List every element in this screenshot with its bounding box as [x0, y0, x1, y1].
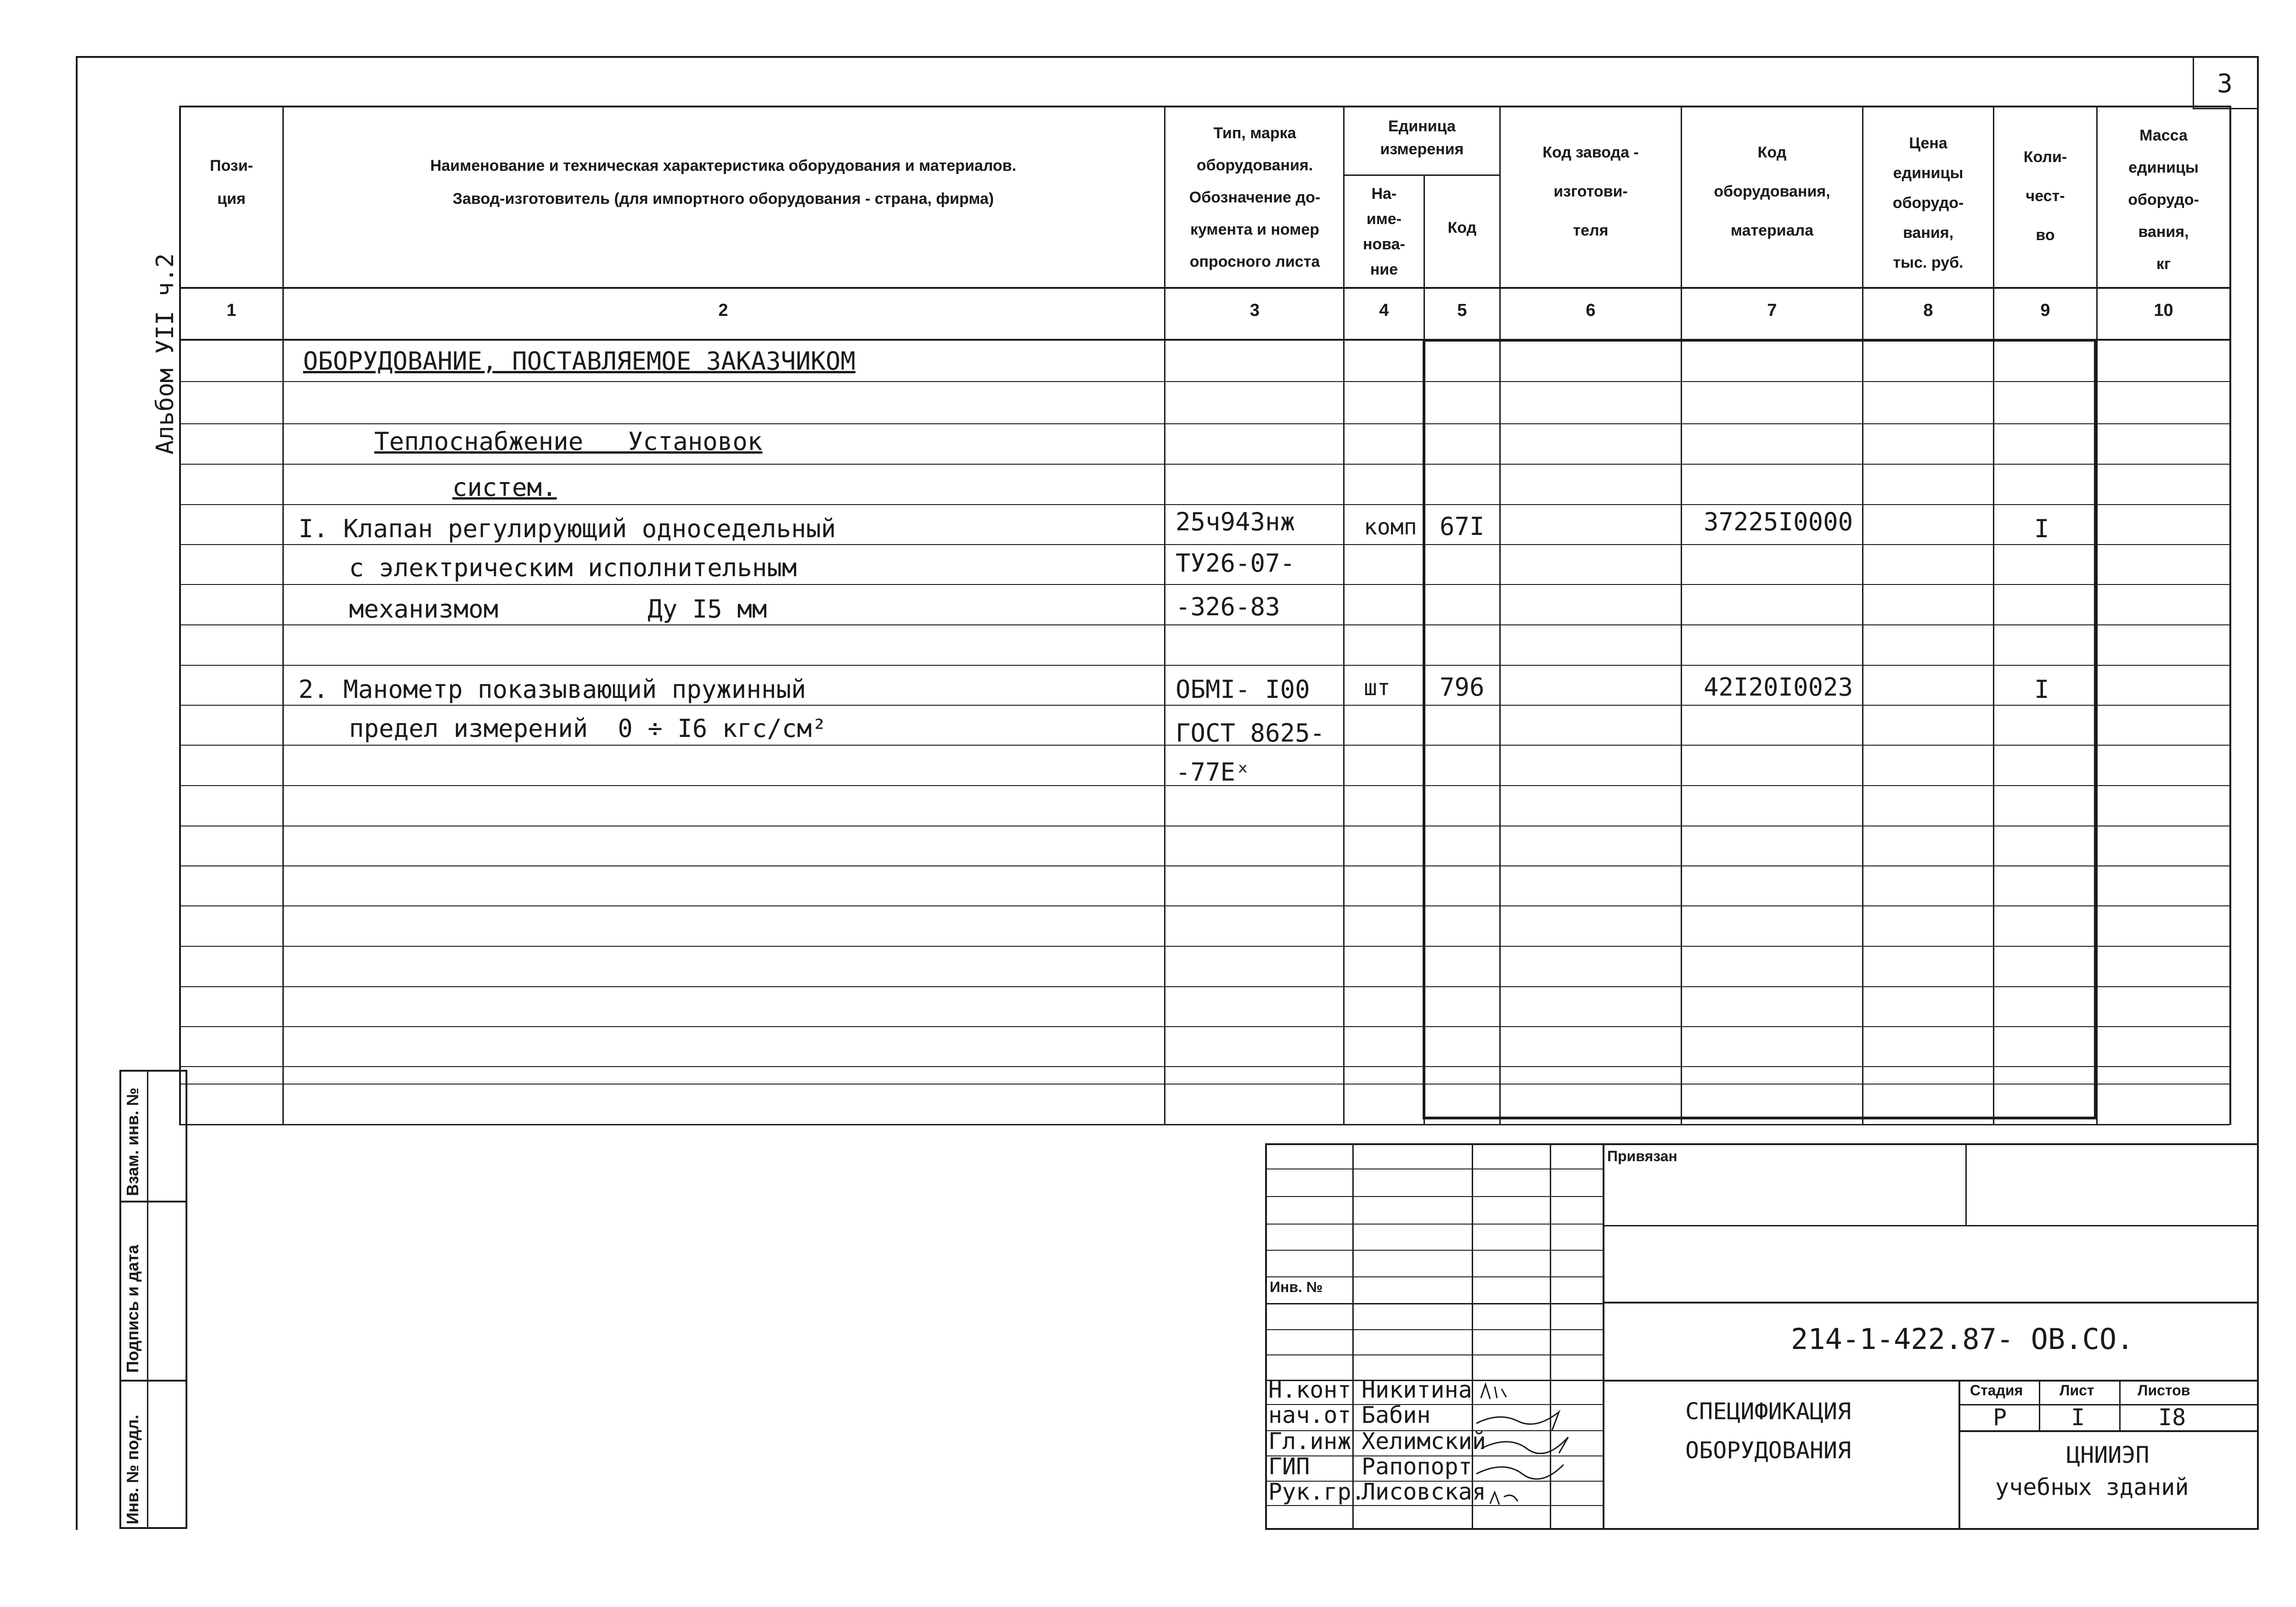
stamp-v1 [1352, 1143, 1354, 1529]
item-2-unit: шт [1364, 675, 1390, 701]
header-bottom [179, 287, 2229, 289]
item-1-unit-code: 67I [1440, 512, 1485, 541]
stamp-right-row [1603, 1302, 2257, 1304]
row-line [179, 624, 2229, 625]
row-line [179, 504, 2229, 505]
stamp-left [1265, 1143, 1267, 1529]
stamp-right-row [1603, 1380, 2257, 1382]
stamp-row [1265, 1250, 1603, 1251]
item-1-unit: комп [1364, 514, 1417, 540]
doc-title-2: ОБОРУДОВАНИЯ [1685, 1437, 1851, 1464]
header-name: Наименование и техническая характеристика оборудования и материалов. Завод-изготовитель (для импортного оборудования - страна, фирма) [430, 157, 1017, 208]
left-stamp-label: Подпись и дата [123, 1245, 142, 1373]
table-left [179, 106, 181, 1125]
row-line [179, 946, 2229, 947]
left-stamp-label: Инв. № подл. [123, 1415, 142, 1524]
stamp-stage-col [2039, 1380, 2040, 1431]
header-unit-code: Код [1447, 219, 1477, 236]
item-1-type-3: -326-83 [1176, 592, 1280, 621]
item-1-material-code: 37225I0000 [1704, 507, 1853, 536]
sign-role: Н.конт [1268, 1377, 1351, 1403]
item-1-type-1: 25ч943нж [1176, 507, 1295, 536]
stage-value: Р [1993, 1404, 2007, 1431]
row-line [179, 544, 2229, 545]
privyazan-label: Привязан [1607, 1148, 1677, 1164]
sheets-label: Листов [2138, 1382, 2190, 1399]
signature-mark [1490, 1492, 1518, 1505]
col-number: 6 [1586, 301, 1596, 320]
col-number: 3 [1249, 301, 1260, 320]
subsection-line1: Теплоснабжение Установок [374, 427, 763, 456]
item-1-line-1: I. Клапан регулирующий односедельный [298, 514, 836, 543]
stamp-row [1265, 1196, 1603, 1197]
table-top [179, 106, 2229, 107]
stamp-row [1265, 1276, 1603, 1277]
doc-title-1: СПЕЦИФИКАЦИЯ [1685, 1398, 1851, 1425]
stamp-row [1265, 1329, 1603, 1330]
org-line-2: учебных зданий [1995, 1474, 2189, 1500]
row-line [179, 905, 2229, 906]
table-right [2229, 106, 2231, 1125]
signature-mark [1476, 1412, 1559, 1430]
row-line [179, 986, 2229, 987]
left-stamp-row [119, 1201, 187, 1202]
header-quantity: Коли- чест- во [2023, 148, 2067, 244]
stamp-right-row [1603, 1225, 2257, 1226]
sheet-value: I [2071, 1404, 2085, 1431]
col-number: 8 [1923, 301, 1933, 320]
item-2-unit-code: 796 [1440, 673, 1485, 702]
col-number: 2 [718, 301, 728, 320]
stamp-privyazan-divider [1965, 1143, 1967, 1226]
item-2-material-code: 42I20I0023 [1704, 673, 1853, 702]
header-mass: Масса единицы оборудо- вания, кг [2128, 127, 2199, 273]
item-2-line-1: 2. Манометр показывающий пружинный [298, 675, 806, 704]
col-line-2 [1164, 106, 1165, 1125]
stamp-row [1265, 1303, 1603, 1304]
header-unit: Единица измерения [1380, 118, 1464, 158]
header-price: Цена единицы оборудо- вания, тыс. руб. [1892, 135, 1964, 271]
page-number: 3 [2217, 69, 2233, 99]
header-type: Тип, марка оборудования. Обозначение до- кумента и номер опросного листа [1189, 124, 1321, 270]
outer-right-border [2257, 56, 2259, 1530]
stage-label: Стадия [1970, 1382, 2023, 1399]
item-1-qty: I [2034, 514, 2049, 543]
sign-role: нач.от [1268, 1402, 1351, 1428]
stamp-row [1265, 1354, 1603, 1355]
inv-no-label: Инв. № [1270, 1279, 1323, 1295]
org-line-1: ЦНИИЭП [2066, 1442, 2150, 1468]
item-2-line-2: предел измерений 0 ÷ I6 кгс/см² [349, 714, 827, 743]
signature-mark [1481, 1384, 1506, 1399]
header-material-code: Код оборудования, материала [1714, 144, 1830, 239]
album-label: Альбом УII ч.2 [152, 253, 179, 455]
row-line [179, 665, 2229, 666]
sign-role: Гл.инж [1268, 1428, 1351, 1455]
row-line [179, 705, 2229, 706]
col-number: 1 [226, 301, 236, 320]
pagenum-box-bottom [2193, 108, 2257, 109]
doc-code: 214-1-422.87- ОВ.СО. [1791, 1322, 2134, 1356]
sheets-value: I8 [2158, 1404, 2186, 1431]
sign-name: Рапопорт [1362, 1453, 1472, 1480]
signature-mark [1476, 1465, 1564, 1479]
item-2-type-3: -77Eˣ [1176, 758, 1250, 787]
signature-mark [1481, 1437, 1568, 1454]
stamp-row [1265, 1224, 1603, 1225]
table-bottom [179, 1124, 2229, 1125]
sign-name: Бабин [1362, 1402, 1431, 1428]
col-number: 7 [1767, 301, 1777, 320]
header-position: Пози- ция [210, 157, 253, 208]
sign-name: Лисовская [1362, 1478, 1486, 1505]
item-2-type-1: ОБМI- I00 [1176, 675, 1310, 704]
row-line [179, 584, 2229, 585]
left-stamp-row [119, 1380, 187, 1382]
highlight-frame [1423, 339, 2097, 1119]
row-line [179, 1026, 2229, 1027]
stamp-top [1265, 1143, 2257, 1145]
row-line [179, 381, 2229, 382]
col-number: 4 [1379, 301, 1389, 320]
col-number: 5 [1457, 301, 1467, 320]
item-2-type-2: ГОСТ 8625- [1176, 719, 1325, 747]
header-unit-name: На- име- нова- ние [1363, 185, 1405, 278]
stamp-bottom [1265, 1528, 2257, 1530]
section-title: ОБОРУДОВАНИЕ, ПОСТАВЛЯЕМОЕ ЗАКАЗЧИКОМ [303, 347, 855, 376]
col-line-1 [282, 106, 284, 1125]
signature-scribbles [1472, 1380, 1605, 1529]
item-1-line-3: механизмом Ду I5 мм [349, 595, 767, 624]
sign-name: Хелимский [1362, 1428, 1486, 1455]
sign-role: ГИП [1268, 1453, 1310, 1480]
unit-header-divider [1343, 174, 1499, 176]
row-line [179, 865, 2229, 866]
col-number: 10 [2154, 301, 2173, 320]
item-2-qty: I [2034, 675, 2049, 704]
item-1-line-2: с электрическим исполнительным [349, 553, 797, 582]
stamp-stage-divider [1958, 1380, 1960, 1529]
stamp-stage-col [2119, 1380, 2121, 1431]
outer-left-border [76, 56, 78, 1530]
sign-role: Рук.гр. [1268, 1478, 1365, 1505]
row-line [179, 464, 2229, 465]
row-line [179, 423, 2229, 424]
sheet-label: Лист [2060, 1382, 2094, 1399]
sign-name: Никитина [1362, 1377, 1472, 1403]
subsection-line2: систем. [452, 473, 557, 502]
outer-top-border [76, 56, 2257, 58]
left-stamp-divider [147, 1070, 148, 1529]
header-factory-code: Код завода - изготови- теля [1542, 144, 1639, 239]
row-line [179, 1066, 2229, 1067]
left-stamp-label: Взам. инв. № [123, 1087, 142, 1196]
item-1-type-2: ТУ26-07- [1176, 549, 1295, 578]
col-number: 9 [2040, 301, 2050, 320]
